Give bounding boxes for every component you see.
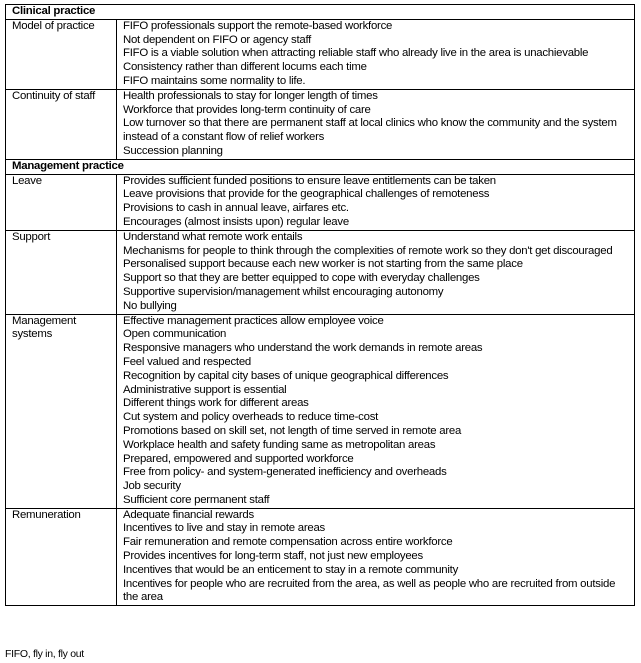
list-item: Health professionals to stay for longer length of times	[123, 89, 378, 102]
list-item: No bullying	[123, 299, 177, 312]
list-item: Low turnover so that there are permanent staff at local clinics who know the community and the system instead of a constant flow of relief workers	[123, 117, 617, 144]
list-item: Prepared, empowered and supported workforce	[123, 452, 354, 465]
list-item: Adequate financial rewards	[123, 508, 254, 521]
table-row-continuity-of-staff	[6, 89, 635, 159]
list-item: Encourages (almost insists upon) regular leave	[123, 215, 349, 228]
section-title-clinical-practice: Clinical practice	[6, 5, 635, 20]
row-label: Management systems	[6, 314, 117, 508]
row-items	[117, 19, 635, 89]
list-item: FIFO professionals support the remote-based workforce	[123, 19, 393, 32]
list-item: Open communication	[123, 328, 227, 341]
row-items	[117, 89, 635, 159]
list-item: FIFO maintains some normality to life.	[123, 74, 306, 87]
list-item: Workforce that provides long-term continuity of care	[123, 103, 371, 116]
table-row-leave	[6, 174, 635, 230]
table-row-management-systems	[6, 314, 635, 508]
list-item: Job security	[123, 480, 181, 493]
list-item: Incentives that would be an enticement to stay in a remote community	[123, 563, 459, 576]
list-item: Effective management practices allow employee voice	[123, 314, 384, 327]
list-item: Administrative support is essential	[123, 383, 287, 396]
row-label: Support	[6, 230, 117, 314]
list-item: Not dependent on FIFO or agency staff	[123, 33, 312, 46]
section-header-row	[6, 159, 635, 174]
footnote: FIFO, fly in, fly out	[5, 648, 84, 660]
list-item: Succession planning	[123, 144, 223, 157]
table-row-remuneration	[6, 508, 635, 606]
row-label: Model of practice	[6, 19, 117, 89]
list-item: Workplace health and safety funding same as metropolitan areas	[123, 438, 436, 451]
list-item: Consistency rather than different locums each time	[123, 61, 367, 74]
list-item: Provides incentives for long-term staff, not just new employees	[123, 550, 423, 563]
row-label: Leave	[6, 174, 117, 230]
section-header-row	[6, 5, 635, 20]
list-item: Different things work for different areas	[123, 397, 309, 410]
list-item: Incentives to live and stay in remote areas	[123, 522, 325, 535]
list-item: Incentives for people who are recruited from the area, as well as people who are recruited from outside the area	[123, 577, 616, 604]
list-item: Fair remuneration and remote compensation across entire workforce	[123, 536, 453, 549]
list-item: Provides sufficient funded positions to ensure leave entitlements can be taken	[123, 174, 496, 187]
row-items	[117, 314, 635, 508]
list-item: Supportive supervision/management whilst encouraging autonomy	[123, 285, 444, 298]
row-items	[117, 230, 635, 314]
list-item: Leave provisions that provide for the geographical challenges of remoteness	[123, 188, 490, 201]
list-item: Free from policy- and system-generated inefficiency and overheads	[123, 466, 447, 479]
list-item: FIFO is a viable solution when attracting reliable staff who already live in the area is unachievable	[123, 47, 589, 60]
row-items	[117, 508, 635, 606]
row-label: Continuity of staff	[6, 89, 117, 159]
list-item: Understand what remote work entails	[123, 230, 303, 243]
practice-table	[5, 4, 635, 606]
list-item: Feel valued and respected	[123, 355, 251, 368]
list-item: Promotions based on skill set, not length of time served in remote area	[123, 424, 462, 437]
list-item: Provisions to cash in annual leave, airfares etc.	[123, 202, 349, 215]
row-items	[117, 174, 635, 230]
table-row-support	[6, 230, 635, 314]
list-item: Cut system and policy overheads to reduce time-cost	[123, 411, 379, 424]
list-item: Personalised support because each new worker is not starting from the same place	[123, 258, 523, 271]
row-label: Remuneration	[6, 508, 117, 606]
list-item: Mechanisms for people to think through the complexities of remote work so they don't get discouraged	[123, 244, 613, 257]
list-item: Support so that they are better equipped to cope with everyday challenges	[123, 272, 480, 285]
list-item: Recognition by capital city bases of unique geographical differences	[123, 369, 449, 382]
list-item: Responsive managers who understand the work demands in remote areas	[123, 342, 483, 355]
list-item: Sufficient core permanent staff	[123, 493, 270, 506]
section-title-management-practice: Management practice	[6, 159, 635, 174]
table-row-model-of-practice	[6, 19, 635, 89]
